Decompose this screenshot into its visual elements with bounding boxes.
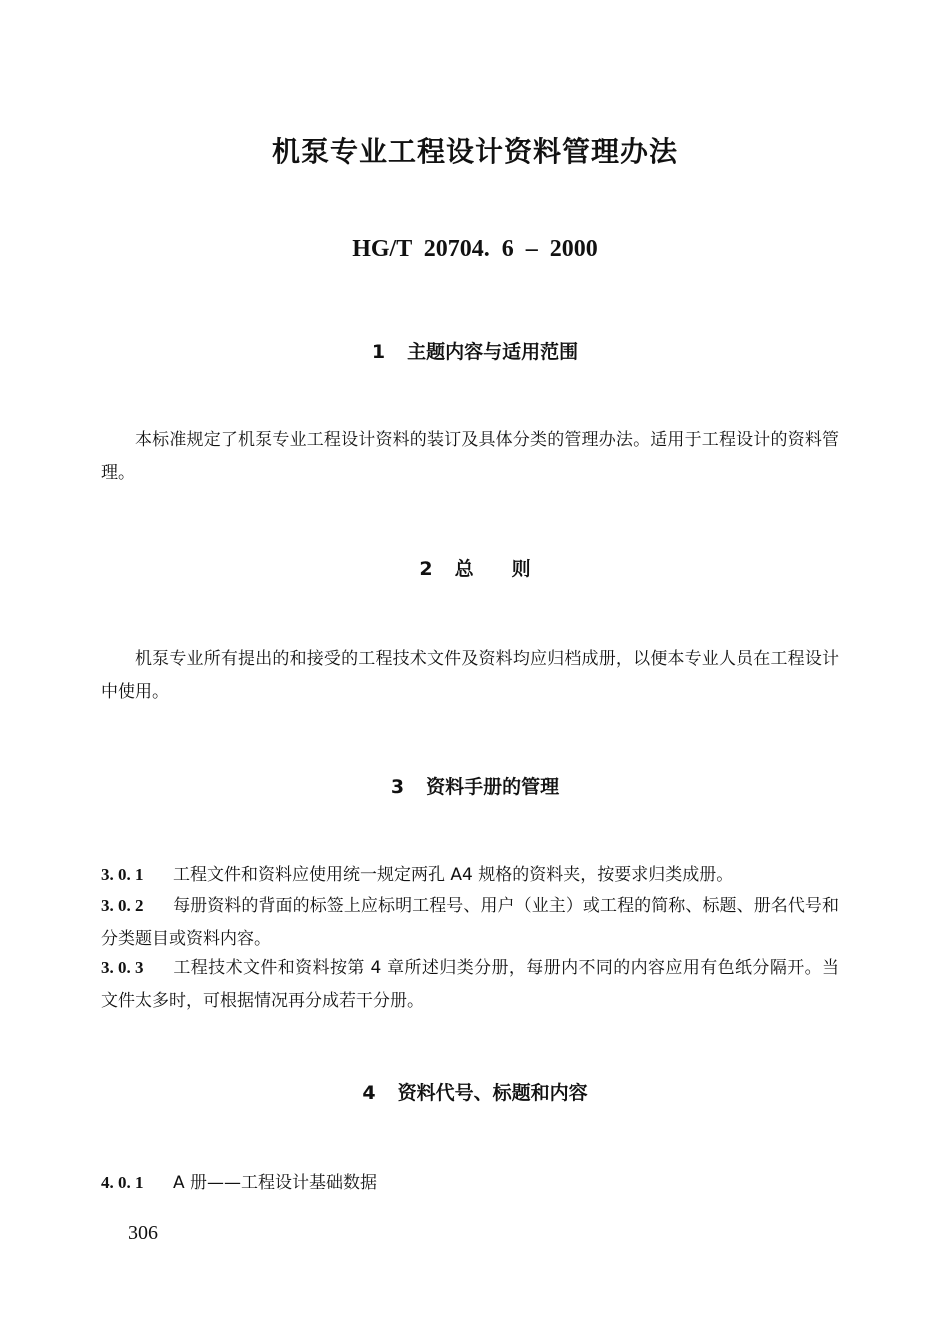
section-heading-2 xyxy=(0,554,950,581)
section-title: 总 则 xyxy=(454,558,531,580)
section-number: 1 xyxy=(371,341,386,363)
clause-text: 每册资料的背面的标签上应标明工程号、用户（业主）或工程的简称、标题、册名代号和分类题目或资料内容。 xyxy=(101,896,839,949)
clause-3-0-3 xyxy=(101,951,839,1018)
clause-number: 3. 0. 1 xyxy=(101,865,144,884)
clause-text: 工程文件和资料应使用统一规定两孔 A4 规格的资料夹，按要求归类成册。 xyxy=(173,865,734,885)
standard-code: HG/T 20704. 6 – 2000 xyxy=(352,236,598,262)
clause-number: 3. 0. 2 xyxy=(101,896,144,915)
clause-3-0-2 xyxy=(101,889,839,956)
section-title: 资料代号、标题和内容 xyxy=(397,1082,588,1104)
section-1-paragraph: 本标准规定了机泵专业工程设计资料的装订及具体分类的管理办法。适用于工程设计的资料管理。 xyxy=(101,430,839,483)
clause-3-0-1 xyxy=(101,858,839,892)
clause-text: 工程技术文件和资料按第 4 章所述归类分册，每册内不同的内容应用有色纸分隔开。当文件太多时，可根据情况再分成若干分册。 xyxy=(101,958,839,1011)
section-title: 资料手册的管理 xyxy=(426,776,560,798)
section-number: 3 xyxy=(390,776,405,798)
clause-text: A 册——工程设计基础数据 xyxy=(173,1173,378,1193)
section-heading-4 xyxy=(0,1078,950,1105)
page-title: 机泵专业工程设计资料管理办法 xyxy=(271,135,678,168)
section-heading-1 xyxy=(0,337,950,364)
clause-number: 3. 0. 3 xyxy=(101,958,144,977)
section-2-paragraph: 机泵专业所有提出的和接受的工程技术文件及资料均应归档成册，以便本专业人员在工程设计中使用。 xyxy=(101,649,839,702)
page-number: 306 xyxy=(128,1222,158,1244)
clause-number: 4. 0. 1 xyxy=(101,1173,144,1192)
section-title: 主题内容与适用范围 xyxy=(407,341,579,363)
section-number: 4 xyxy=(362,1082,376,1104)
section-number: 2 xyxy=(419,558,433,580)
section-heading-3 xyxy=(0,772,950,799)
clause-4-0-1 xyxy=(101,1166,839,1200)
